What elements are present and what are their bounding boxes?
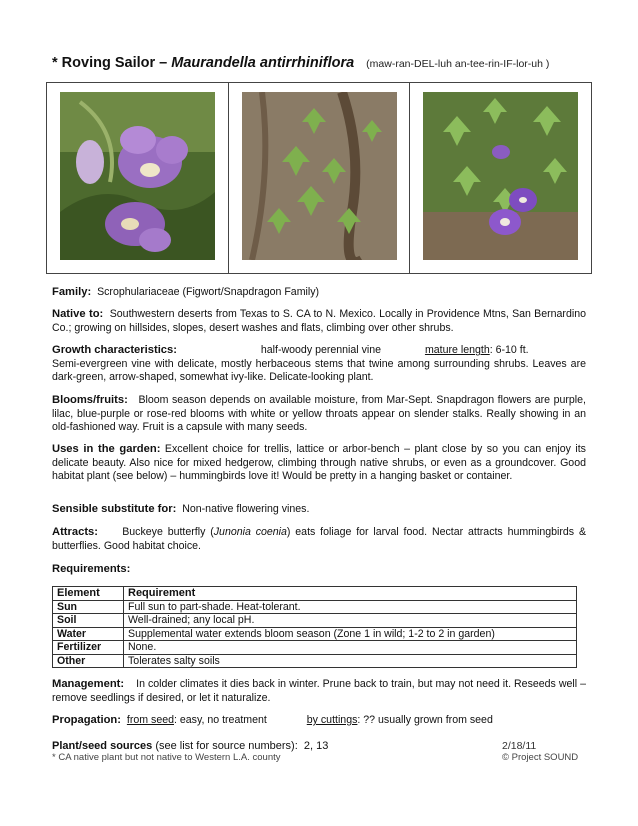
management-label: Management: xyxy=(52,678,125,690)
growth-size-label: mature length xyxy=(424,344,490,356)
substitute-text: Non-native flowering vines. xyxy=(182,503,310,515)
attracts-label: Attracts: xyxy=(52,526,99,538)
common-name: * Roving Sailor xyxy=(52,55,156,71)
requirement-cell: Full sun to part-shade. Heat-tolerant. xyxy=(124,600,577,614)
cuttings-label: by cuttings xyxy=(306,714,358,726)
native-section xyxy=(52,308,586,335)
sources-label: Plant/seed sources xyxy=(52,740,153,752)
purple-snapdragon-flowers-photo xyxy=(60,92,215,260)
table-row xyxy=(53,627,577,641)
family-text: Scrophulariaceae (Figwort/Snapdragon Family) xyxy=(97,286,320,298)
element-cell: Fertilizer xyxy=(53,641,124,655)
requirements-table xyxy=(52,586,577,668)
native-text: Southwestern deserts from Texas to S. CA to N. Mexico. Locally in Providence Mtns, San Bernardino Co.; growing on hillsides, slopes, desert washes and flats, climbing over other shrubs. xyxy=(52,308,586,334)
growth-label: Growth characteristics: xyxy=(52,344,177,356)
management-text: In colder climates it dies back in winter. Prune back to train, but may not need it. Reseeds well – remove seedlings if desired, or let it naturalize. xyxy=(52,678,586,704)
attracts-section xyxy=(52,526,586,553)
requirement-cell: Well-drained; any local pH. xyxy=(124,614,577,628)
growth-section xyxy=(52,344,586,385)
requirement-cell: Tolerates salty soils xyxy=(124,654,577,668)
date: 2/18/11 xyxy=(502,740,537,752)
requirements-label: Requirements: xyxy=(52,563,131,575)
family-section xyxy=(52,286,586,300)
copyright: © Project SOUND xyxy=(502,752,579,763)
attracts-pre: Buckeye butterfly ( xyxy=(122,526,214,538)
sources-numbers: 2, 13 xyxy=(303,740,329,752)
table-row xyxy=(53,654,577,668)
requirement-cell: Supplemental water extends bloom season (Zone 1 in wild; 1-2 to 2 in garden) xyxy=(124,627,577,641)
title-dash: – xyxy=(155,55,172,71)
growth-size: : 6-10 ft. xyxy=(489,344,529,356)
element-column-header: Element xyxy=(53,587,124,601)
table-header-row xyxy=(53,587,577,601)
attracts-post: ) eats foliage for larval food. Nectar attracts hummingbirds & butterflies. Good habitat choice. xyxy=(52,526,587,552)
growth-text: Semi-evergreen vine with delicate, mostly herbaceous stems that twine among surrounding shrubs. Leaves are dark-green, arrow-shaped, somewhat ivy-like. Delicate-looking plant. xyxy=(52,357,586,384)
requirement-cell: None. xyxy=(124,641,577,655)
pronunciation: (maw-ran-DEL-luh an-tee-rin-IF-lor-uh ) xyxy=(366,58,550,70)
attracts-species: Junonia coenia xyxy=(213,526,287,538)
table-row xyxy=(53,614,577,628)
growth-type: half-woody perennial vine xyxy=(260,344,382,356)
propagation-label: Propagation: xyxy=(52,714,121,726)
substitute-label: Sensible substitute for: xyxy=(52,503,177,515)
cuttings-text: : ?? usually grown from seed xyxy=(357,714,493,726)
seed-label: from seed xyxy=(126,714,174,726)
scientific-name: Maurandella antirrhiniflora xyxy=(171,55,355,71)
requirement-column-header: Requirement xyxy=(124,587,577,601)
family-label: Family: xyxy=(52,286,92,298)
uses-text: Excellent choice for trellis, lattice or arbor-bench – plant close by so you can enjoy its delicate beauty. Also nice for mixed hedgerow, climbing through native shrubs, or even as a groundcover. Good habitat plant (see below) – hummingbirds love it! Would be pretty in a hanging basket or container. xyxy=(52,443,586,483)
element-cell: Other xyxy=(53,654,124,668)
photo-strip xyxy=(46,82,592,274)
element-cell: Sun xyxy=(53,600,124,614)
element-cell: Soil xyxy=(53,614,124,628)
substitute-section xyxy=(52,503,586,517)
vine-with-flowers-photo xyxy=(423,92,578,260)
management-section xyxy=(52,678,586,705)
element-cell: Water xyxy=(53,627,124,641)
blooms-label: Blooms/fruits: xyxy=(52,394,128,406)
seed-text: : easy, no treatment xyxy=(174,714,267,726)
propagation-section xyxy=(52,714,586,728)
native-label: Native to: xyxy=(52,308,104,320)
blooms-text: Bloom season depends on available moisture, from Mar-Sept. Snapdragon flowers are purple, lilac, blue-purple or rose-red blooms with white or yellow throats appear on slender stalks. Really showing in an old-fashioned way. Fruit is a capsule with many seeds. xyxy=(52,394,586,434)
page-title xyxy=(52,54,586,72)
requirements-heading xyxy=(52,563,586,577)
table-row xyxy=(53,600,577,614)
sources-paren: (see list for source numbers): xyxy=(155,740,298,752)
ivy-leaf-vine-photo xyxy=(242,92,397,260)
blooms-section xyxy=(52,394,586,435)
uses-section xyxy=(52,443,586,484)
sources-line xyxy=(52,740,328,752)
photo-cell-flowers xyxy=(47,83,229,273)
table-row xyxy=(53,641,577,655)
photo-cell-leaves xyxy=(229,83,411,273)
uses-label: Uses in the garden: xyxy=(52,443,161,455)
native-note: * CA native plant but not native to Western L.A. county xyxy=(52,752,281,763)
photo-cell-vine xyxy=(410,83,591,273)
